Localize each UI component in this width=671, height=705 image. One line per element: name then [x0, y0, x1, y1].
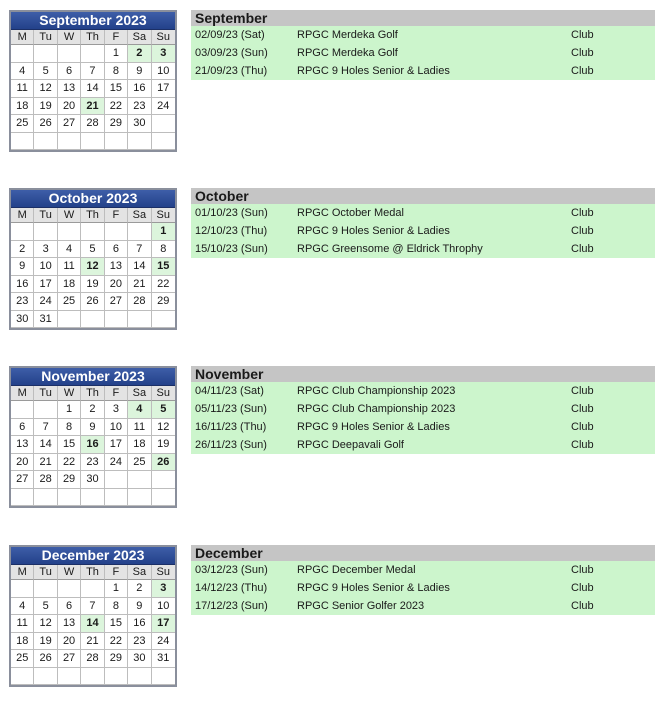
day-cell	[105, 133, 128, 151]
event-row	[191, 62, 655, 80]
day-cell: 7	[81, 63, 104, 81]
day-cell	[58, 580, 81, 598]
event-venue: Club	[571, 421, 594, 433]
event-row	[191, 240, 655, 258]
day-cell: 19	[81, 276, 104, 294]
day-cell: 2	[81, 401, 104, 419]
event-day-cell: 1	[152, 223, 175, 241]
day-cell: 23	[11, 293, 34, 311]
event-name: RPGC Greensome @ Eldrick Throphy	[297, 243, 483, 255]
event-date: 12/10/23 (Thu)	[195, 225, 268, 237]
day-cell: 26	[34, 650, 57, 668]
day-cell: 19	[152, 436, 175, 454]
day-cell: 13	[11, 436, 34, 454]
weekday-header: Su	[152, 565, 175, 580]
weekday-header: F	[105, 30, 128, 45]
day-cell	[34, 401, 57, 419]
day-cell: 15	[105, 80, 128, 98]
day-cell	[105, 471, 128, 489]
day-cell: 24	[34, 293, 57, 311]
event-day-cell: 3	[152, 45, 175, 63]
day-cell: 6	[58, 598, 81, 616]
day-cell: 12	[34, 615, 57, 633]
day-cell: 27	[58, 115, 81, 133]
day-cell: 19	[34, 98, 57, 116]
day-cell: 25	[11, 650, 34, 668]
day-cell: 20	[58, 633, 81, 651]
event-row	[191, 26, 655, 44]
day-cell: 7	[128, 241, 151, 259]
event-day-cell: 21	[81, 98, 104, 116]
day-cell	[11, 45, 34, 63]
day-cell	[11, 580, 34, 598]
day-cell: 12	[34, 80, 57, 98]
day-cell: 23	[128, 98, 151, 116]
day-cell: 6	[58, 63, 81, 81]
day-cell: 11	[11, 615, 34, 633]
day-cell: 25	[11, 115, 34, 133]
day-cell: 6	[105, 241, 128, 259]
day-cell	[152, 311, 175, 329]
day-cell	[81, 580, 104, 598]
day-cell: 28	[34, 471, 57, 489]
day-cell: 31	[34, 311, 57, 329]
day-cell: 10	[34, 258, 57, 276]
day-cell	[81, 133, 104, 151]
day-cell: 15	[105, 615, 128, 633]
day-cell: 2	[11, 241, 34, 259]
day-cell: 15	[58, 436, 81, 454]
day-cell	[128, 311, 151, 329]
day-cell: 29	[152, 293, 175, 311]
weekday-header: Sa	[128, 208, 151, 223]
day-cell	[81, 45, 104, 63]
day-cell: 30	[81, 471, 104, 489]
day-cell: 17	[152, 80, 175, 98]
day-cell: 28	[81, 115, 104, 133]
event-list	[191, 10, 655, 80]
weekday-header: Su	[152, 386, 175, 401]
day-cell	[58, 489, 81, 507]
day-cell	[152, 489, 175, 507]
event-list	[191, 188, 655, 258]
day-cell: 8	[105, 63, 128, 81]
weekday-header: Su	[152, 208, 175, 223]
month-section-december	[0, 535, 671, 703]
day-cell: 22	[105, 98, 128, 116]
day-cell: 21	[81, 633, 104, 651]
day-cell: 10	[152, 63, 175, 81]
day-cell: 8	[58, 419, 81, 437]
day-cell: 1	[105, 45, 128, 63]
weekday-header: M	[11, 565, 34, 580]
month-section-september	[0, 0, 671, 168]
day-cell	[128, 471, 151, 489]
event-name: RPGC Merdeka Golf	[297, 29, 398, 41]
event-day-cell: 15	[152, 258, 175, 276]
weekday-header: Tu	[34, 208, 57, 223]
day-cell: 5	[81, 241, 104, 259]
event-venue: Club	[571, 207, 594, 219]
day-cell	[105, 668, 128, 686]
event-list	[191, 366, 655, 454]
event-day-cell: 26	[152, 454, 175, 472]
event-name: RPGC Club Championship 2023	[297, 403, 456, 415]
weekday-header: Th	[81, 30, 104, 45]
weekday-header: Sa	[128, 386, 151, 401]
weekday-header: F	[105, 208, 128, 223]
day-cell	[81, 489, 104, 507]
month-section-october	[0, 178, 671, 346]
event-venue: Club	[571, 403, 594, 415]
day-cell: 9	[11, 258, 34, 276]
event-name: RPGC Merdeka Golf	[297, 47, 398, 59]
day-cell: 28	[81, 650, 104, 668]
day-cell: 26	[81, 293, 104, 311]
day-cell: 29	[105, 115, 128, 133]
event-date: 14/12/23 (Thu)	[195, 582, 268, 594]
day-cell	[81, 311, 104, 329]
day-cell	[152, 115, 175, 133]
day-cell	[11, 133, 34, 151]
event-venue: Club	[571, 600, 594, 612]
day-cell: 5	[34, 598, 57, 616]
event-day-cell: 16	[81, 436, 104, 454]
event-list	[191, 545, 655, 615]
event-name: RPGC 9 Holes Senior & Ladies	[297, 225, 450, 237]
event-name: RPGC 9 Holes Senior & Ladies	[297, 65, 450, 77]
day-cell: 9	[81, 419, 104, 437]
day-cell	[105, 489, 128, 507]
weekday-header: Sa	[128, 30, 151, 45]
event-day-cell: 12	[81, 258, 104, 276]
day-cell: 16	[128, 615, 151, 633]
day-cell	[152, 668, 175, 686]
weekday-header: W	[58, 30, 81, 45]
day-cell	[58, 311, 81, 329]
day-cell: 3	[34, 241, 57, 259]
day-cell: 30	[128, 115, 151, 133]
day-cell: 27	[105, 293, 128, 311]
day-cell: 4	[11, 63, 34, 81]
day-cell: 11	[58, 258, 81, 276]
event-venue: Club	[571, 243, 594, 255]
event-list-title: November	[191, 366, 655, 382]
day-cell: 8	[152, 241, 175, 259]
event-name: RPGC 9 Holes Senior & Ladies	[297, 421, 450, 433]
day-cell: 9	[128, 598, 151, 616]
day-cell: 30	[128, 650, 151, 668]
event-date: 16/11/23 (Thu)	[195, 421, 267, 433]
weekday-header: Su	[152, 30, 175, 45]
day-cell	[11, 489, 34, 507]
event-venue: Club	[571, 385, 594, 397]
event-day-cell: 5	[152, 401, 175, 419]
day-cell	[58, 668, 81, 686]
day-cell: 12	[152, 419, 175, 437]
day-cell	[81, 223, 104, 241]
event-row	[191, 222, 655, 240]
event-row	[191, 204, 655, 222]
event-row	[191, 579, 655, 597]
month-section-november	[0, 356, 671, 524]
weekday-header: Sa	[128, 565, 151, 580]
event-venue: Club	[571, 65, 594, 77]
weekday-header: Tu	[34, 386, 57, 401]
day-cell: 18	[11, 98, 34, 116]
calendar-grid	[11, 386, 175, 506]
day-cell	[128, 133, 151, 151]
weekday-header: Tu	[34, 30, 57, 45]
event-day-cell: 17	[152, 615, 175, 633]
event-name: RPGC Deepavali Golf	[297, 439, 404, 451]
day-cell	[152, 133, 175, 151]
day-cell	[34, 489, 57, 507]
weekday-header: W	[58, 208, 81, 223]
day-cell: 21	[34, 454, 57, 472]
day-cell: 23	[81, 454, 104, 472]
day-cell: 10	[152, 598, 175, 616]
event-date: 17/12/23 (Sun)	[195, 600, 268, 612]
event-date: 15/10/23 (Sun)	[195, 243, 268, 255]
weekday-header: M	[11, 386, 34, 401]
event-name: RPGC 9 Holes Senior & Ladies	[297, 582, 450, 594]
day-cell: 4	[58, 241, 81, 259]
day-cell: 1	[105, 580, 128, 598]
calendar-title: October 2023	[11, 190, 175, 208]
day-cell	[105, 223, 128, 241]
day-cell	[34, 580, 57, 598]
day-cell: 4	[11, 598, 34, 616]
event-list-title: October	[191, 188, 655, 204]
event-list-title: December	[191, 545, 655, 561]
calendar-title: December 2023	[11, 547, 175, 565]
day-cell: 25	[58, 293, 81, 311]
event-date: 21/09/23 (Thu)	[195, 65, 268, 77]
event-name: RPGC Senior Golfer 2023	[297, 600, 425, 612]
mini-calendar	[9, 545, 177, 687]
calendar-title: November 2023	[11, 368, 175, 386]
event-date: 03/12/23 (Sun)	[195, 564, 268, 576]
day-cell: 7	[34, 419, 57, 437]
event-venue: Club	[571, 29, 594, 41]
weekday-header: Th	[81, 386, 104, 401]
day-cell: 10	[105, 419, 128, 437]
day-cell	[128, 223, 151, 241]
day-cell	[34, 133, 57, 151]
day-cell	[58, 133, 81, 151]
event-row	[191, 382, 655, 400]
day-cell: 14	[128, 258, 151, 276]
event-row	[191, 597, 655, 615]
day-cell: 22	[105, 633, 128, 651]
mini-calendar	[9, 366, 177, 508]
day-cell	[34, 668, 57, 686]
weekday-header: Th	[81, 208, 104, 223]
day-cell: 21	[128, 276, 151, 294]
event-venue: Club	[571, 47, 594, 59]
day-cell	[11, 401, 34, 419]
day-cell: 11	[128, 419, 151, 437]
day-cell: 22	[152, 276, 175, 294]
day-cell	[58, 223, 81, 241]
calendar-grid	[11, 208, 175, 328]
event-venue: Club	[571, 439, 594, 451]
event-date: 04/11/23 (Sat)	[195, 385, 264, 397]
day-cell: 6	[11, 419, 34, 437]
day-cell	[105, 311, 128, 329]
day-cell: 20	[105, 276, 128, 294]
day-cell: 20	[58, 98, 81, 116]
day-cell: 11	[11, 80, 34, 98]
weekday-header: M	[11, 208, 34, 223]
calendar-title: September 2023	[11, 12, 175, 30]
mini-calendar	[9, 10, 177, 152]
weekday-header: M	[11, 30, 34, 45]
event-row	[191, 436, 655, 454]
event-row	[191, 44, 655, 62]
event-date: 03/09/23 (Sun)	[195, 47, 268, 59]
day-cell	[11, 668, 34, 686]
day-cell	[34, 45, 57, 63]
event-date: 05/11/23 (Sun)	[195, 403, 267, 415]
day-cell: 24	[152, 98, 175, 116]
day-cell	[11, 223, 34, 241]
weekday-header: F	[105, 565, 128, 580]
day-cell: 24	[105, 454, 128, 472]
day-cell	[81, 668, 104, 686]
event-name: RPGC October Medal	[297, 207, 404, 219]
day-cell: 29	[105, 650, 128, 668]
day-cell: 30	[11, 311, 34, 329]
day-cell: 28	[128, 293, 151, 311]
event-day-cell: 4	[128, 401, 151, 419]
day-cell: 1	[58, 401, 81, 419]
day-cell: 2	[128, 580, 151, 598]
day-cell: 31	[152, 650, 175, 668]
event-name: RPGC Club Championship 2023	[297, 385, 456, 397]
day-cell: 17	[34, 276, 57, 294]
day-cell: 16	[128, 80, 151, 98]
event-venue: Club	[571, 225, 594, 237]
day-cell: 17	[105, 436, 128, 454]
day-cell: 13	[105, 258, 128, 276]
day-cell: 27	[58, 650, 81, 668]
calendar-grid	[11, 30, 175, 150]
day-cell: 18	[11, 633, 34, 651]
weekday-header: Th	[81, 565, 104, 580]
day-cell: 13	[58, 615, 81, 633]
day-cell: 24	[152, 633, 175, 651]
day-cell: 9	[128, 63, 151, 81]
day-cell	[128, 489, 151, 507]
event-day-cell: 14	[81, 615, 104, 633]
calendar-grid	[11, 565, 175, 685]
day-cell	[34, 223, 57, 241]
day-cell: 23	[128, 633, 151, 651]
event-date: 02/09/23 (Sat)	[195, 29, 265, 41]
weekday-header: F	[105, 386, 128, 401]
weekday-header: W	[58, 386, 81, 401]
day-cell: 22	[58, 454, 81, 472]
event-row	[191, 561, 655, 579]
day-cell: 20	[11, 454, 34, 472]
event-date: 26/11/23 (Sun)	[195, 439, 267, 451]
day-cell	[58, 45, 81, 63]
day-cell: 7	[81, 598, 104, 616]
event-name: RPGC December Medal	[297, 564, 416, 576]
day-cell: 5	[34, 63, 57, 81]
day-cell: 26	[34, 115, 57, 133]
day-cell: 13	[58, 80, 81, 98]
day-cell: 8	[105, 598, 128, 616]
day-cell: 3	[105, 401, 128, 419]
day-cell: 18	[58, 276, 81, 294]
day-cell: 19	[34, 633, 57, 651]
day-cell	[152, 471, 175, 489]
day-cell: 25	[128, 454, 151, 472]
event-day-cell: 3	[152, 580, 175, 598]
weekday-header: W	[58, 565, 81, 580]
day-cell	[128, 668, 151, 686]
event-venue: Club	[571, 582, 594, 594]
day-cell: 16	[11, 276, 34, 294]
day-cell: 14	[81, 80, 104, 98]
weekday-header: Tu	[34, 565, 57, 580]
event-date: 01/10/23 (Sun)	[195, 207, 268, 219]
event-day-cell: 2	[128, 45, 151, 63]
event-row	[191, 418, 655, 436]
mini-calendar	[9, 188, 177, 330]
event-list-title: September	[191, 10, 655, 26]
day-cell: 29	[58, 471, 81, 489]
day-cell: 27	[11, 471, 34, 489]
day-cell: 18	[128, 436, 151, 454]
day-cell: 14	[34, 436, 57, 454]
event-venue: Club	[571, 564, 594, 576]
event-row	[191, 400, 655, 418]
